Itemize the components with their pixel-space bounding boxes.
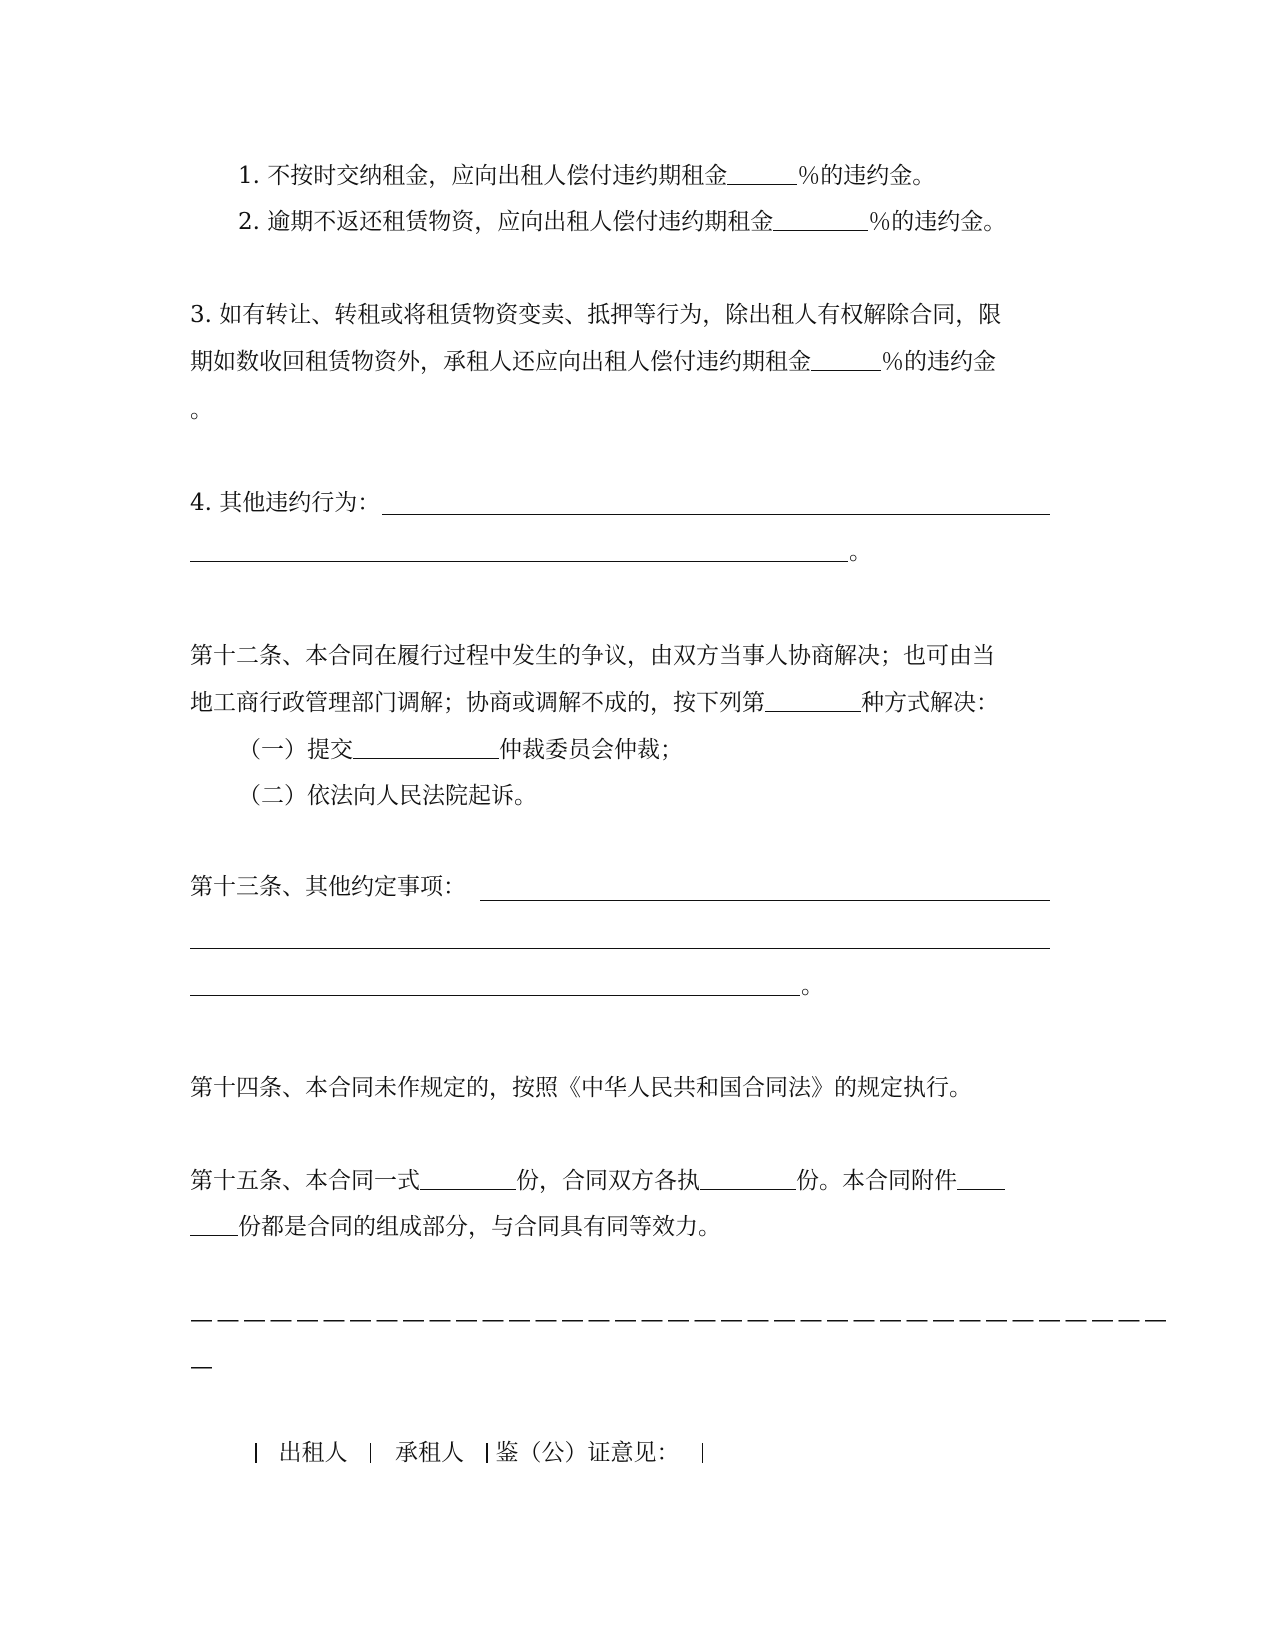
article-14 (190, 1073, 972, 1103)
penalty-item-1-text: 1. 不按时交纳租金，应向出租人偿付违约期租金 (238, 163, 728, 189)
penalty-item-3-text: 3. 如有转让、转租或将租赁物资变卖、抵押等行为，除出租人有权解除合同，限 (190, 302, 1002, 328)
article-13-text: 第十三条、其他约定事项： (190, 874, 466, 900)
blank-field[interactable] (765, 689, 861, 712)
penalty-item-3-line-1 (190, 300, 1001, 330)
penalty-item-4-label (190, 488, 380, 518)
penalty-item-2 (238, 207, 1006, 237)
penalty-item-2-suffix: ％的违约金。 (868, 209, 1007, 235)
blank-field[interactable] (353, 736, 499, 759)
article-12-text-3: 种方式解决： (861, 690, 999, 716)
separator-line (190, 1305, 1171, 1335)
blank-field[interactable] (420, 1167, 516, 1190)
article-13-period: 。 (801, 973, 824, 999)
blank-field[interactable] (773, 208, 868, 231)
penalty-item-3-text-2: 期如数收回租赁物资外，承租人还应向出租人偿付违约期租金 (190, 349, 811, 375)
blank-field[interactable] (190, 1213, 238, 1236)
article-13-blank-1[interactable] (480, 900, 1050, 901)
separator-line-2 (190, 1352, 217, 1382)
article-12-option-2 (238, 781, 537, 811)
penalty-item-2-text: 2. 逾期不返还租赁物资，应向出租人偿付违约期租金 (238, 209, 774, 235)
blank-field[interactable] (811, 348, 881, 371)
column-divider (486, 1443, 488, 1463)
article-15-text-1: 第十五条、本合同一式 (190, 1168, 420, 1194)
separator-dashes: ————————————————————————————————————— (190, 1307, 1171, 1333)
separator-dash: — (190, 1354, 217, 1380)
article-12-line-1 (190, 641, 995, 671)
option-2-text: （二）依法向人民法院起诉。 (238, 783, 537, 809)
article-13-blank-3[interactable] (190, 995, 800, 996)
article-12-line-2 (190, 688, 999, 718)
option-1-text: （一）提交 (238, 737, 353, 763)
article-12-text: 第十二条、本合同在履行过程中发生的争议，由双方当事人协商解决；也可由当 (190, 643, 995, 669)
column-divider (255, 1443, 257, 1463)
blank-field[interactable] (700, 1167, 796, 1190)
article-15-line-1 (190, 1166, 1005, 1196)
option-1-suffix: 仲裁委员会仲裁； (499, 737, 683, 763)
article-12-text-2: 地工商行政管理部门调解；协商或调解不成的，按下列第 (190, 690, 765, 716)
penalty-item-1 (238, 161, 935, 191)
article-12-option-1 (238, 735, 683, 765)
notary-opinion-label: 鉴（公）证意见： (495, 1440, 680, 1466)
penalty-item-4-blank-1[interactable] (382, 514, 1050, 515)
article-13-blank-2[interactable] (190, 948, 1050, 949)
article-14-text: 第十四条、本合同未作规定的，按照《中华人民共和国合同法》的规定执行。 (190, 1075, 972, 1101)
penalty-item-3-end: 。 (190, 397, 213, 423)
penalty-item-4-period: 。 (849, 539, 872, 565)
lessee-label: 承租人 (395, 1440, 464, 1466)
penalty-item-4-text: 4. 其他违约行为： (190, 490, 381, 516)
penalty-item-4-end (849, 537, 872, 567)
lessor-label: 出租人 (278, 1440, 348, 1466)
penalty-item-3-suffix: ％的违约金 (881, 349, 996, 375)
article-15-text-2: 份，合同双方各执 (516, 1168, 700, 1194)
penalty-item-3-line-2 (190, 347, 996, 377)
article-13-end (801, 971, 824, 1001)
penalty-item-4-blank-2[interactable] (190, 561, 848, 562)
column-divider (370, 1443, 372, 1463)
blank-field[interactable] (727, 162, 797, 185)
penalty-item-3-line-3 (190, 395, 213, 425)
article-15-text-4: 份都是合同的组成部分，与合同具有同等效力。 (238, 1214, 721, 1240)
column-divider (702, 1443, 704, 1463)
blank-field[interactable] (957, 1167, 1005, 1190)
penalty-item-1-suffix: ％的违约金。 (797, 163, 936, 189)
article-13-label (190, 872, 466, 902)
article-15-text-3: 份。本合同附件 (796, 1168, 957, 1194)
article-15-line-2 (190, 1212, 721, 1242)
signature-table-header (255, 1438, 703, 1468)
